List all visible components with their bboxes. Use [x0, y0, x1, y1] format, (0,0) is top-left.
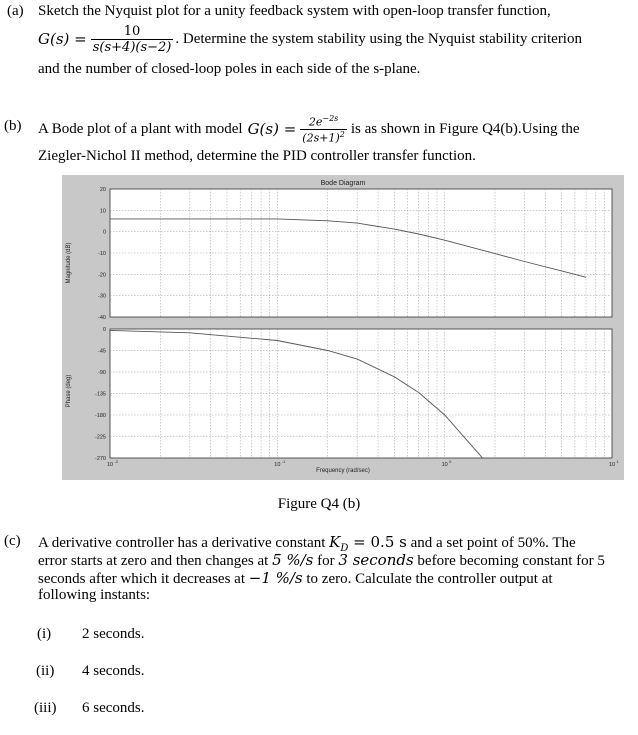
list-item-text: 2 seconds.: [82, 626, 145, 642]
phase-ytick-label: -180: [94, 413, 106, 419]
mag-ytick-label: -20: [98, 272, 106, 279]
part-b-line1: [38, 112, 580, 146]
part-c-line3-pre: seconds after which it decreases at: [38, 571, 245, 587]
part-c-line3-post: to zero. Calculate the controller output at: [306, 571, 553, 587]
list-item-text: 4 seconds.: [82, 663, 145, 679]
part-b-line1-post: is as shown in Figure Q4(b).Using the: [350, 120, 580, 137]
rate-two: −1 %/s: [248, 569, 303, 587]
phase-xtick-exponent: -1: [281, 459, 286, 464]
chart-title: Bode Diagram: [320, 180, 366, 187]
kd-letter: K: [329, 533, 341, 551]
mag-ytick-label: 20: [99, 187, 106, 193]
phase-xtick-label: 10: [608, 462, 616, 468]
list-item: [36, 663, 54, 680]
part-b-fraction: [300, 114, 347, 144]
part-c-line2-post: before becoming constant for 5: [417, 553, 605, 569]
kd-subscript: D: [340, 543, 349, 554]
kd-symbol: [329, 533, 407, 554]
part-b-g-lhs: G(s) =: [247, 120, 297, 138]
phase-xtick-exponent: 0: [449, 459, 452, 464]
phase-xtick-exponent: -2: [114, 459, 119, 464]
part-c-line3: [38, 569, 553, 588]
phase-ytick-label: -90: [98, 370, 106, 376]
part-c-line2: [38, 551, 605, 570]
part-c-line1-post: and a set point of 50%. The: [410, 535, 576, 551]
kd-value: = 0.5 s: [348, 533, 407, 551]
part-a-line2-rest: . Determine the system stability using the Nyquist stability criterion: [175, 30, 582, 47]
phase-ytick-label: -270: [94, 456, 106, 462]
mag-ytick-label: -40: [98, 315, 106, 321]
phase-xtick-label: 10: [106, 462, 114, 468]
list-item-text: 6 seconds.: [82, 700, 145, 716]
list-item-number: (i): [37, 626, 52, 642]
phase-xtick-exponent: 1: [616, 459, 619, 464]
part-b-g-num-sup: −2s: [322, 113, 339, 123]
phase-plot: [95, 327, 620, 472]
part-a-fraction: [91, 24, 174, 55]
list-item: [34, 700, 57, 717]
phase-ytick-label: -45: [98, 348, 106, 355]
part-c-line2-pre: error starts at zero and then changes at: [38, 553, 269, 569]
phase-ytick-label: -225: [94, 434, 106, 441]
rate-one: 5 %/s: [272, 551, 314, 569]
list-item-number: (ii): [36, 663, 55, 679]
phase-ytick-label: -135: [94, 391, 106, 398]
bode-figure: [62, 175, 624, 480]
phase-xtick-label: 10: [441, 462, 448, 468]
list-item: [37, 626, 51, 643]
part-a-label: (a): [7, 3, 24, 19]
part-c-line2-mid: for: [317, 553, 335, 569]
list-item-number: (iii): [34, 700, 57, 716]
part-a-line3: and the number of closed-loop poles in each side of the s-plane.: [38, 61, 421, 77]
mag-ytick-label: 0: [102, 229, 106, 236]
mag-ytick-label: 10: [99, 208, 106, 215]
phase-xtick-label: 10: [274, 462, 281, 468]
part-c-line1-pre: A derivative controller has a derivative constant: [38, 535, 326, 551]
part-b-g-den-sup: 2: [339, 129, 345, 139]
magnitude-ylabel: Magnitude (dB): [66, 242, 72, 284]
part-a-formula: [38, 21, 582, 57]
phase-ylabel: Phase (deg): [66, 374, 72, 408]
part-c-label: (c): [4, 533, 21, 549]
part-b-line1-pre: A Bode plot of a plant with model: [38, 120, 243, 137]
part-a-g-lhs: G(s) =: [38, 30, 87, 48]
figure-caption: Figure Q4 (b): [277, 496, 361, 512]
part-a-g-num: 10: [91, 24, 174, 40]
phase-ytick-label: 0: [102, 327, 106, 333]
mag-ytick-label: -10: [98, 251, 106, 257]
frequency-xlabel: Frequency (rad/sec): [316, 468, 370, 474]
part-b-line2: Ziegler-Nichol II method, determine the PID controller transfer function.: [38, 148, 476, 164]
part-a-line1: Sketch the Nyquist plot for a unity feedback system with open-loop transfer function,: [38, 3, 551, 19]
duration: 3 seconds: [338, 551, 414, 569]
part-b-g-num: 2e: [308, 115, 323, 129]
part-c-line4: following instants:: [38, 587, 151, 603]
part-b-g-den: (2s+1): [302, 131, 340, 145]
magnitude-plot: [98, 187, 612, 321]
part-b-label: (b): [4, 118, 22, 134]
mag-ytick-label: -30: [98, 293, 106, 300]
part-a-g-den: s(s+4)(s−2): [92, 39, 172, 55]
